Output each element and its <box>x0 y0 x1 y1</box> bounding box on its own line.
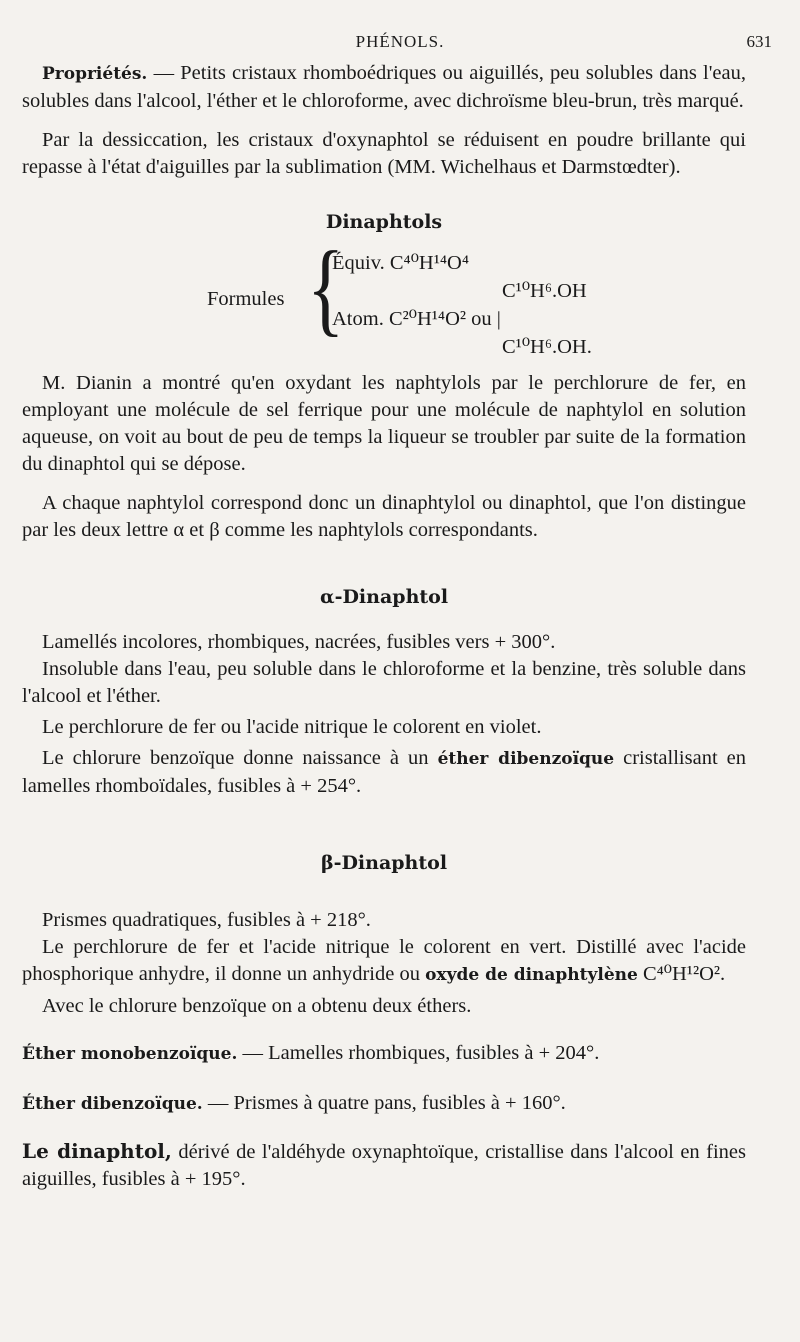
proprietes-paragraph <box>22 60 746 115</box>
dessiccation-paragraph: Par la dessiccation, les cristaux d'oxynaphtol se réduisent en poudre brillante qui repasse à l'état d'aiguilles par la sublimation (MM. Wichelhaus et Darmstœdter). <box>22 129 746 178</box>
formula-c10-line-2: C¹⁰H⁶.OH. <box>502 336 592 358</box>
dianin-paragraph: M. Dianin a montré qu'en oxydant les naphtylols par le perchlorure de fer, en employant une molécule de sel ferrique pour une molécule de naphtylol en solution aqueuse, on voit au bout de peu de temps la liqueur se troubler par suite de la formation du dinaphtol qui se dépose. <box>22 372 746 475</box>
formula-equiv: Équiv. C⁴⁰H¹⁴O⁴ <box>332 252 469 274</box>
le-dinaphtol-label: Le dinaphtol, <box>22 1139 172 1163</box>
final-paragraph <box>22 1138 746 1193</box>
proprietes-text: — Petits cristaux rhomboédriques ou aiguillés, peu solubles dans l'eau, solubles dans l'alcool, l'éther et le chloroforme, avec dichroïsme bleu-brun, très marqué. <box>22 62 746 112</box>
alpha-paragraph-2: Insoluble dans l'eau, peu soluble dans le chloroforme et la benzine, très soluble dans l'alcool et l'éther. <box>22 658 746 707</box>
ether-dibenzoique-text: — Prismes à quatre pans, fusibles à + 160°. <box>202 1092 566 1114</box>
formula-block <box>22 228 746 360</box>
alpha-paragraph-4 <box>22 745 746 800</box>
proprietes-label: Propriétés. <box>42 64 148 84</box>
beta-p2-before: Le perchlorure de fer et l'acide nitrique le colorent en vert. Distillé avec l'acide phosphorique anhydre, il donne un anhydride ou <box>22 936 746 985</box>
formula-atom: Atom. C²⁰H¹⁴O² ou | <box>332 308 501 330</box>
ether-monobenzoique-text: — Lamelles rhombiques, fusibles à + 204°. <box>237 1042 600 1064</box>
final-text: dérivé de l'aldéhyde oxynaphtoïque, cristallise dans l'alcool en fines aiguilles, fusibles à + 195°. <box>22 1141 746 1190</box>
dinaphtols-heading: Dinaphtols <box>325 211 443 233</box>
page-body <box>22 60 746 1193</box>
beta-paragraph-3: Avec le chlorure benzoïque on a obtenu deux éthers. <box>42 995 472 1017</box>
formules-label: Formules <box>207 288 285 310</box>
alpha-paragraph-3: Le perchlorure de fer ou l'acide nitrique le colorent en violet. <box>42 716 542 738</box>
page-header <box>0 28 800 56</box>
running-title: PHÉNOLS. <box>355 32 445 51</box>
ether-dibenzoique-term: éther dibenzoïque <box>437 749 615 769</box>
beta-paragraph-2 <box>22 934 746 989</box>
alpha-p4-before: Le chlorure benzoïque donne naissance à un <box>42 747 438 769</box>
beta-p2-after: C⁴⁰H¹²O². <box>637 963 726 985</box>
ether-dibenzoique-label: Éther dibenzoïque. <box>22 1094 203 1114</box>
formula-c10-line-1: C¹⁰H⁶.OH <box>502 280 587 302</box>
beta-dinaphtol-heading: β-Dinaphtol <box>320 852 448 874</box>
ether-dibenzoique-paragraph <box>22 1090 746 1118</box>
alpha-dinaphtol-heading: α-Dinaphtol <box>319 586 449 608</box>
beta-paragraph-1: Prismes quadratiques, fusibles à + 218°. <box>42 909 371 931</box>
page-number: 631 <box>746 32 772 51</box>
ether-monobenzoique-label: Éther monobenzoïque. <box>22 1044 238 1064</box>
ether-monobenzoique-paragraph <box>22 1040 746 1068</box>
brace-icon: { <box>307 228 345 347</box>
alpha-paragraph-1: Lamellés incolores, rhombiques, nacrées, fusibles vers + 300°. <box>42 631 556 653</box>
alpha-p4-after: cristallisant en lamelles rhomboïdales, fusibles à + 254°. <box>22 747 747 797</box>
oxyde-dinaphtylene-term: oxyde de dinaphtylène <box>425 965 638 985</box>
chaque-paragraph: A chaque naphtylol correspond donc un dinaphtylol ou dinaphtol, que l'on distingue par les deux lettre α et β comme les naphtylols correspondants. <box>22 492 746 541</box>
